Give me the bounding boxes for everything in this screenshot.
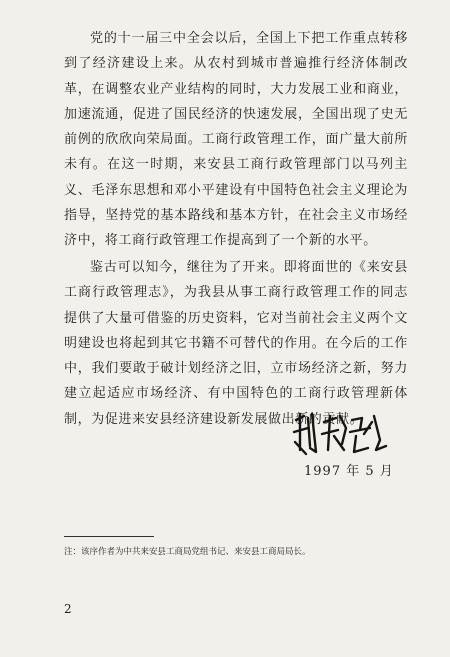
paragraph-1: 党的十一届三中全会以后，全国上下把工作重点转移到了经济建设上来。从农村到城市普遍推行经济体制改革，在调整农业产业结构的同时，大力发展工业和商业，加速流通，促进了国民经济的快速发展，全国出现了史无前例的欣欣向荣局面。工商行政管理工作，面广量大前所未有。在这一时期，来安县工商行政管理部门以马列主义、毛泽东思想和邓小平建设有中国特色社会主义理论为指导，坚持党的基本路线和基本方针，在社会主义市场经济中，将工商行政管理工作提高到了一个新的水平。 xyxy=(64,31,408,249)
date-line: 1997 年 5 月 xyxy=(304,464,394,479)
footnote-divider xyxy=(64,536,154,537)
paragraph-2: 鉴古可以知今，继往为了开来。即将面世的《来安县工商行政管理志》，为我县从事工商行政管理工作的同志提供了大量可借鉴的历史资料，它对当前社会主义两个文明建设也将起到其它书籍不可替代的作用。在今后的工作中，我们要敢于破计划经济之旧，立市场经济之新，努力建立起适应市场经济、有中国特色的工商行政管理新体制，为促进来安县经济建设新发展做出新的贡献。 xyxy=(64,260,408,427)
handwritten-signature xyxy=(290,410,390,458)
footnote: 注：该序作者为中共来安县工商局党组书记、来安县工商局局长。 xyxy=(64,547,311,557)
page-number: 2 xyxy=(64,602,72,616)
